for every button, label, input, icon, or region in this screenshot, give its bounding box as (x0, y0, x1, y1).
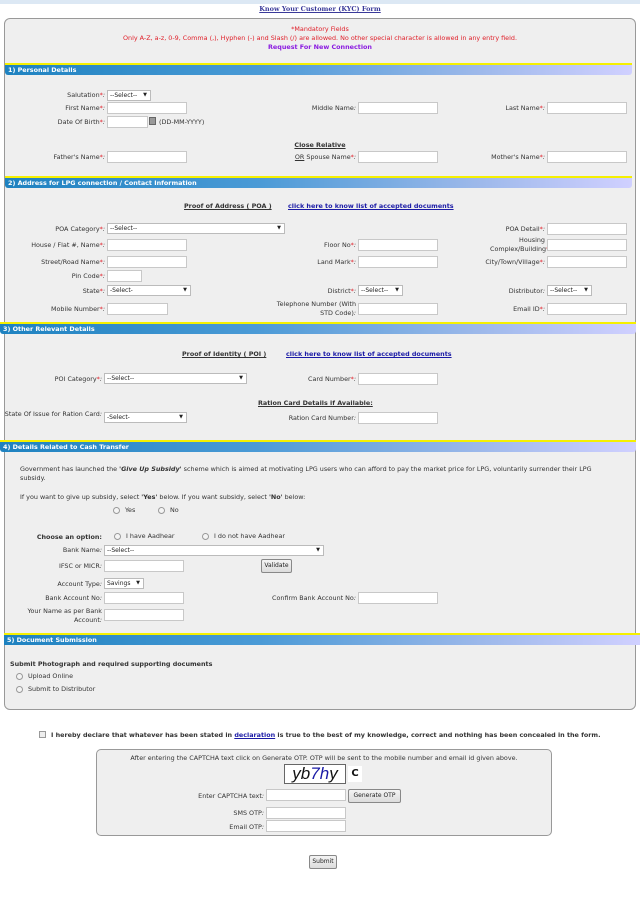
section-docs-header: 5) Document Submission (4, 633, 640, 645)
subsidy-instruction: If you want to give up subsidy, select 'Yes' below. If you want subsidy, select 'No' below: (20, 493, 306, 501)
account-type-select[interactable]: Savings ▼ (104, 578, 144, 589)
captcha-text-label: Enter CAPTCHA text : (150, 792, 264, 801)
spouse-name-label: OR Spouse Name* : (250, 153, 356, 162)
ration-number-label: Ration Card Number : (250, 414, 356, 423)
page-title[interactable]: Know Your Customer (KYC) Form (259, 5, 381, 13)
dob-format: (DD-MM-YYYY) (159, 118, 205, 126)
salutation-select[interactable]: --Select-- ▼ (107, 90, 151, 101)
ifsc-input[interactable] (104, 560, 184, 572)
pin-label: Pin Code* : (0, 272, 105, 281)
card-number-input[interactable] (358, 373, 438, 385)
state-select[interactable]: -Select- ▼ (107, 285, 191, 296)
house-input[interactable] (107, 239, 187, 251)
poi-documents-link[interactable]: click here to know list of accepted documents (286, 350, 452, 358)
account-type-label: Account Type : (0, 580, 102, 589)
floor-input[interactable] (358, 239, 438, 251)
chevron-down-icon: ▼ (277, 225, 281, 231)
declaration-checkbox[interactable] (39, 731, 46, 738)
last-name-label: Last Name* : (440, 104, 545, 113)
telephone-label: Telephone Number (With STD Code) : (276, 300, 356, 318)
poi-category-label: POI Category* : (0, 375, 102, 384)
chevron-down-icon: ▼ (239, 375, 243, 381)
bank-name-select[interactable]: --Select-- ▼ (104, 545, 324, 556)
section-cash-header: 4) Details Related to Cash Transfer (0, 440, 636, 452)
email-otp-label: Email OTP : (150, 823, 264, 832)
chevron-down-icon: ▼ (316, 547, 320, 553)
middle-name-input[interactable] (358, 102, 438, 114)
poa-heading: Proof of Address ( POA ) (184, 202, 272, 210)
first-name-label: First Name* : (0, 104, 105, 113)
captcha-image: yb7hy (284, 764, 346, 784)
chevron-down-icon: ▼ (395, 287, 399, 293)
email-input[interactable] (547, 303, 627, 315)
declaration-text: I hereby declare that whatever has been stated in declaration is true to the best of my knowledge, correct and nothing has been concealed in the form. (51, 731, 601, 739)
request-heading: Request For New Connection (268, 43, 372, 51)
telephone-input[interactable] (358, 303, 438, 315)
calendar-icon[interactable] (149, 117, 156, 125)
subsidy-yes-radio[interactable]: Yes (113, 506, 135, 514)
chevron-down-icon: ▼ (183, 287, 187, 293)
salutation-label: Salutation* : (0, 91, 105, 100)
no-aadhaar-radio[interactable]: I do not have Aadhear (202, 532, 285, 540)
poa-category-label: POA Category* : (0, 225, 105, 234)
landmark-input[interactable] (358, 256, 438, 268)
distributor-label: Distributor : (440, 287, 545, 296)
choose-option-label: Choose an option: (36, 533, 102, 541)
card-number-label: Card Number* : (250, 375, 356, 384)
district-select[interactable]: --Select-- ▼ (358, 285, 403, 296)
confirm-account-label: Confirm Bank Account No : (240, 594, 356, 603)
refresh-captcha-icon[interactable]: C (348, 766, 362, 782)
father-name-label: Father's Name* : (0, 153, 105, 162)
street-label: Street/Road Name* : (0, 258, 105, 267)
captcha-text-input[interactable] (266, 789, 346, 801)
housing-label: Housing Complex/Building* : (490, 236, 545, 254)
section-address-header: 2) Address for LPG connection / Contact Information (5, 176, 632, 188)
chevron-down-icon: ▼ (179, 414, 183, 420)
account-no-label: Bank Account No : (0, 594, 102, 603)
subsidy-description: Government has launched the 'Give Up Subsidy' scheme which is aimed at motivating LPG users who can afford to pay the market price for LPG, voluntarily surrender their LPG subsidy. (20, 465, 592, 482)
subsidy-no-radio[interactable]: No (158, 506, 179, 514)
upload-online-radio[interactable]: Upload Online (16, 672, 73, 680)
chevron-down-icon: ▼ (584, 287, 588, 293)
email-label: Email ID* : (440, 305, 545, 314)
ration-number-input[interactable] (358, 412, 438, 424)
poi-heading: Proof of Identity ( POI ) (182, 350, 267, 358)
validate-button[interactable]: Validate (261, 559, 292, 573)
poa-documents-link[interactable]: click here to know list of accepted documents (288, 202, 454, 210)
first-name-input[interactable] (107, 102, 187, 114)
dob-label: Date Of Birth* : (0, 118, 105, 127)
chevron-down-icon: ▼ (136, 580, 140, 586)
landmark-label: Land Mark* : (250, 258, 356, 267)
street-input[interactable] (107, 256, 187, 268)
generate-otp-button[interactable]: Generate OTP (348, 789, 401, 803)
poa-category-select[interactable]: --Select-- ▼ (107, 223, 285, 234)
sms-otp-input[interactable] (266, 807, 346, 819)
submit-distributor-radio[interactable]: Submit to Distributor (16, 685, 95, 693)
ration-state-select[interactable]: -Select- ▼ (104, 412, 187, 423)
rules-note: Only A-Z, a-z, 0-9, Comma (,), Hyphen (-) and Slash (/) are allowed. No other special character is allowed in any entry field. (123, 34, 517, 42)
account-no-input[interactable] (104, 592, 184, 604)
confirm-account-input[interactable] (358, 592, 438, 604)
middle-name-label: Middle Name : (250, 104, 356, 113)
city-label: City/Town/Village* : (440, 258, 545, 267)
bank-name-label: Bank Name : (0, 546, 102, 555)
ration-heading: Ration Card Details if Available: (258, 399, 373, 407)
chevron-down-icon: ▼ (143, 92, 147, 98)
poi-category-select[interactable]: --Select-- ▼ (104, 373, 247, 384)
distributor-select[interactable]: --Select-- ▼ (547, 285, 592, 296)
mobile-input[interactable] (107, 303, 168, 315)
house-label: House / Flat #, Name* : (0, 241, 105, 250)
mother-name-input[interactable] (547, 151, 627, 163)
dob-input[interactable] (107, 116, 148, 128)
email-otp-input[interactable] (266, 820, 346, 832)
name-bank-label: Your Name as per Bank Account : (5, 607, 102, 625)
section-personal-header: 1) Personal Details (5, 63, 632, 75)
housing-input[interactable] (547, 239, 627, 251)
father-name-input[interactable] (107, 151, 187, 163)
ration-state-label: State Of Issue for Ration Card : (0, 410, 102, 419)
name-bank-input[interactable] (104, 609, 184, 621)
docs-heading: Submit Photograph and required supporting documents (10, 660, 213, 668)
last-name-input[interactable] (547, 102, 627, 114)
district-label: District* : (250, 287, 356, 296)
top-strip (0, 0, 640, 4)
close-relative-heading: Close Relative (294, 141, 346, 149)
state-label: State* : (0, 287, 105, 296)
mobile-label: Mobile Number* : (0, 305, 105, 314)
poa-detail-input[interactable] (547, 223, 627, 235)
captcha-info: After entering the CAPTCHA text click on Generate OTP. OTP will be sent to the mobile number and email id given above. (130, 754, 518, 762)
sms-otp-label: SMS OTP : (150, 809, 264, 818)
ifsc-label: IFSC or MICR : (0, 562, 102, 571)
have-aadhaar-radio[interactable]: I have Aadhear (114, 532, 175, 540)
floor-label: Floor No* : (250, 241, 356, 250)
mandatory-note: *Mandatory Fields (291, 25, 349, 33)
pin-input[interactable] (107, 270, 142, 282)
mother-name-label: Mother's Name* : (440, 153, 545, 162)
city-input[interactable] (547, 256, 627, 268)
section-other-header: 3) Other Relevant Details (0, 322, 636, 334)
poa-detail-label: POA Detail* : (440, 225, 545, 234)
submit-button[interactable]: Submit (309, 855, 337, 869)
declaration-link[interactable]: declaration (234, 731, 276, 739)
spouse-name-input[interactable] (358, 151, 438, 163)
